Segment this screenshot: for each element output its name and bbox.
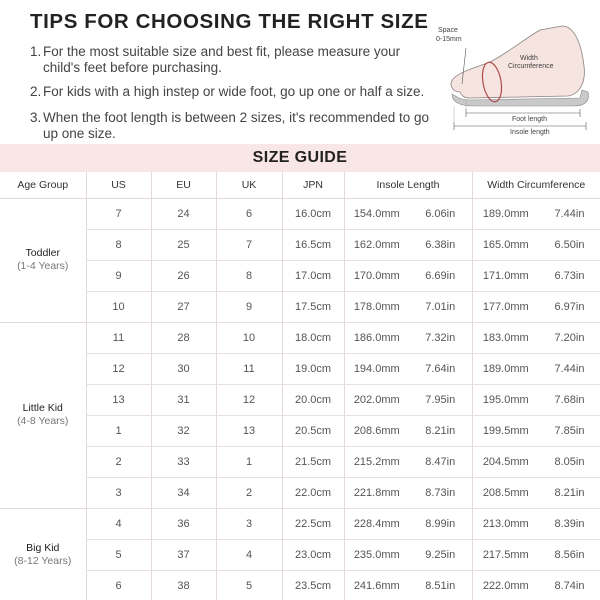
cell-uk: 5 [216,570,282,600]
cell-uk: 2 [216,477,282,508]
cell-jpn: 16.5cm [282,229,344,260]
cell-width-mm: 199.5mm [472,415,539,446]
cell-eu: 38 [151,570,216,600]
cell-width-in: 7.20in [539,322,600,353]
table-row [0,260,600,291]
cell-jpn: 19.0cm [282,353,344,384]
cell-width-mm: 171.0mm [472,260,539,291]
table-header-row [0,172,600,198]
cell-insole-mm: 228.4mm [344,508,409,539]
tip-text: When the foot length is between 2 sizes, it's recommended to go up one size. [43,110,430,141]
cell-us: 2 [86,446,151,477]
cell-eu: 36 [151,508,216,539]
header-uk: UK [216,172,282,198]
tip-item [30,44,430,76]
cell-insole-in: 8.51in [409,570,472,600]
cell-insole-in: 6.69in [409,260,472,291]
cell-eu: 37 [151,539,216,570]
cell-us: 12 [86,353,151,384]
cell-jpn: 22.0cm [282,477,344,508]
table-row [0,477,600,508]
cell-width-mm: 213.0mm [472,508,539,539]
cell-insole-in: 7.32in [409,322,472,353]
cell-insole-in: 6.38in [409,229,472,260]
cell-width-mm: 217.5mm [472,539,539,570]
table-row [0,198,600,229]
cell-width-in: 8.56in [539,539,600,570]
cell-us: 5 [86,539,151,570]
cell-insole-in: 8.73in [409,477,472,508]
cell-insole-in: 7.01in [409,291,472,322]
cell-us: 1 [86,415,151,446]
tip-item [30,84,430,100]
table-row [0,353,600,384]
tip-text: For the most suitable size and best fit, please measure your child's feet before purchasing. [43,44,401,75]
cell-width-in: 8.21in [539,477,600,508]
cell-width-in: 6.97in [539,291,600,322]
age-group-cell [0,508,86,600]
table-row [0,291,600,322]
cell-eu: 25 [151,229,216,260]
cell-insole-in: 8.21in [409,415,472,446]
age-group-name: Toddler [25,247,60,259]
cell-width-mm: 208.5mm [472,477,539,508]
cell-insole-mm: 186.0mm [344,322,409,353]
cell-eu: 27 [151,291,216,322]
cell-us: 13 [86,384,151,415]
cell-eu: 34 [151,477,216,508]
tip-number: 1. [30,44,42,59]
cell-uk: 11 [216,353,282,384]
circumference-label: Circumference [508,63,554,70]
cell-uk: 7 [216,229,282,260]
cell-jpn: 23.5cm [282,570,344,600]
cell-eu: 30 [151,353,216,384]
cell-insole-in: 8.47in [409,446,472,477]
cell-insole-mm: 170.0mm [344,260,409,291]
tip-number: 2. [30,84,42,99]
size-guide-heading: SIZE GUIDE [0,144,600,172]
cell-jpn: 22.5cm [282,508,344,539]
cell-insole-in: 9.25in [409,539,472,570]
cell-width-in: 6.73in [539,260,600,291]
cell-insole-mm: 241.6mm [344,570,409,600]
cell-insole-mm: 202.0mm [344,384,409,415]
header-age-group: Age Group [0,172,86,198]
cell-uk: 13 [216,415,282,446]
cell-jpn: 17.5cm [282,291,344,322]
cell-insole-mm: 194.0mm [344,353,409,384]
cell-us: 3 [86,477,151,508]
cell-width-in: 7.44in [539,198,600,229]
cell-jpn: 20.0cm [282,384,344,415]
foot-measurement-diagram [430,18,598,136]
tip-item [30,110,430,142]
cell-width-in: 7.68in [539,384,600,415]
age-group-cell [0,322,86,508]
cell-uk: 6 [216,198,282,229]
cell-insole-in: 7.95in [409,384,472,415]
width-label: Width [520,55,538,62]
tips-list [30,44,430,148]
cell-width-mm: 189.0mm [472,198,539,229]
cell-width-mm: 189.0mm [472,353,539,384]
cell-uk: 1 [216,446,282,477]
insole-length-label: Insole length [510,129,550,136]
cell-insole-mm: 208.6mm [344,415,409,446]
cell-us: 8 [86,229,151,260]
cell-width-in: 8.74in [539,570,600,600]
cell-uk: 10 [216,322,282,353]
tip-number: 3. [30,110,42,125]
cell-us: 11 [86,322,151,353]
space-range-label: 0-15mm [436,36,462,43]
cell-jpn: 20.5cm [282,415,344,446]
cell-eu: 24 [151,198,216,229]
age-group-cell [0,198,86,322]
cell-width-mm: 165.0mm [472,229,539,260]
header-width-circumference: Width Circumference [472,172,600,198]
table-row [0,539,600,570]
cell-uk: 9 [216,291,282,322]
header-jpn: JPN [282,172,344,198]
cell-us: 6 [86,570,151,600]
cell-width-mm: 177.0mm [472,291,539,322]
cell-insole-mm: 178.0mm [344,291,409,322]
header-eu: EU [151,172,216,198]
cell-eu: 26 [151,260,216,291]
age-group-name: Big Kid [26,541,60,554]
age-group-range: (1-4 Years) [17,260,69,272]
table-row [0,446,600,477]
table-row [0,229,600,260]
table-row [0,508,600,539]
table-row [0,570,600,600]
cell-width-in: 6.50in [539,229,600,260]
cell-width-in: 8.39in [539,508,600,539]
cell-uk: 4 [216,539,282,570]
cell-insole-mm: 162.0mm [344,229,409,260]
cell-insole-mm: 154.0mm [344,198,409,229]
header-insole-length: Insole Length [344,172,472,198]
cell-insole-mm: 221.8mm [344,477,409,508]
cell-width-mm: 183.0mm [472,322,539,353]
cell-jpn: 21.5cm [282,446,344,477]
cell-insole-in: 8.99in [409,508,472,539]
cell-width-in: 7.85in [539,415,600,446]
cell-insole-mm: 235.0mm [344,539,409,570]
cell-jpn: 18.0cm [282,322,344,353]
page-title: TIPS FOR CHOOSING THE RIGHT SIZE [30,10,429,33]
cell-insole-in: 6.06in [409,198,472,229]
cell-eu: 28 [151,322,216,353]
foot-icon [451,26,584,98]
cell-us: 4 [86,508,151,539]
foot-length-label: Foot length [512,116,548,123]
cell-jpn: 23.0cm [282,539,344,570]
cell-eu: 31 [151,384,216,415]
age-group-name: Little Kid [22,402,63,414]
cell-jpn: 16.0cm [282,198,344,229]
age-group-range: (4-8 Years) [17,415,69,427]
tip-text: For kids with a high instep or wide foot, go up one or half a size. [43,84,425,99]
cell-insole-mm: 215.2mm [344,446,409,477]
cell-uk: 3 [216,508,282,539]
cell-uk: 8 [216,260,282,291]
cell-jpn: 17.0cm [282,260,344,291]
table-row [0,384,600,415]
header-us: US [86,172,151,198]
size-table [0,172,600,600]
space-label: Space [438,27,458,34]
cell-uk: 12 [216,384,282,415]
cell-width-mm: 204.5mm [472,446,539,477]
table-row [0,415,600,446]
cell-eu: 32 [151,415,216,446]
cell-insole-in: 7.64in [409,353,472,384]
cell-width-mm: 195.0mm [472,384,539,415]
cell-us: 7 [86,198,151,229]
age-group-range: (8-12 Years) [14,554,72,567]
cell-us: 9 [86,260,151,291]
cell-width-in: 8.05in [539,446,600,477]
cell-us: 10 [86,291,151,322]
cell-width-in: 7.44in [539,353,600,384]
cell-eu: 33 [151,446,216,477]
table-row [0,322,600,353]
cell-width-mm: 222.0mm [472,570,539,600]
